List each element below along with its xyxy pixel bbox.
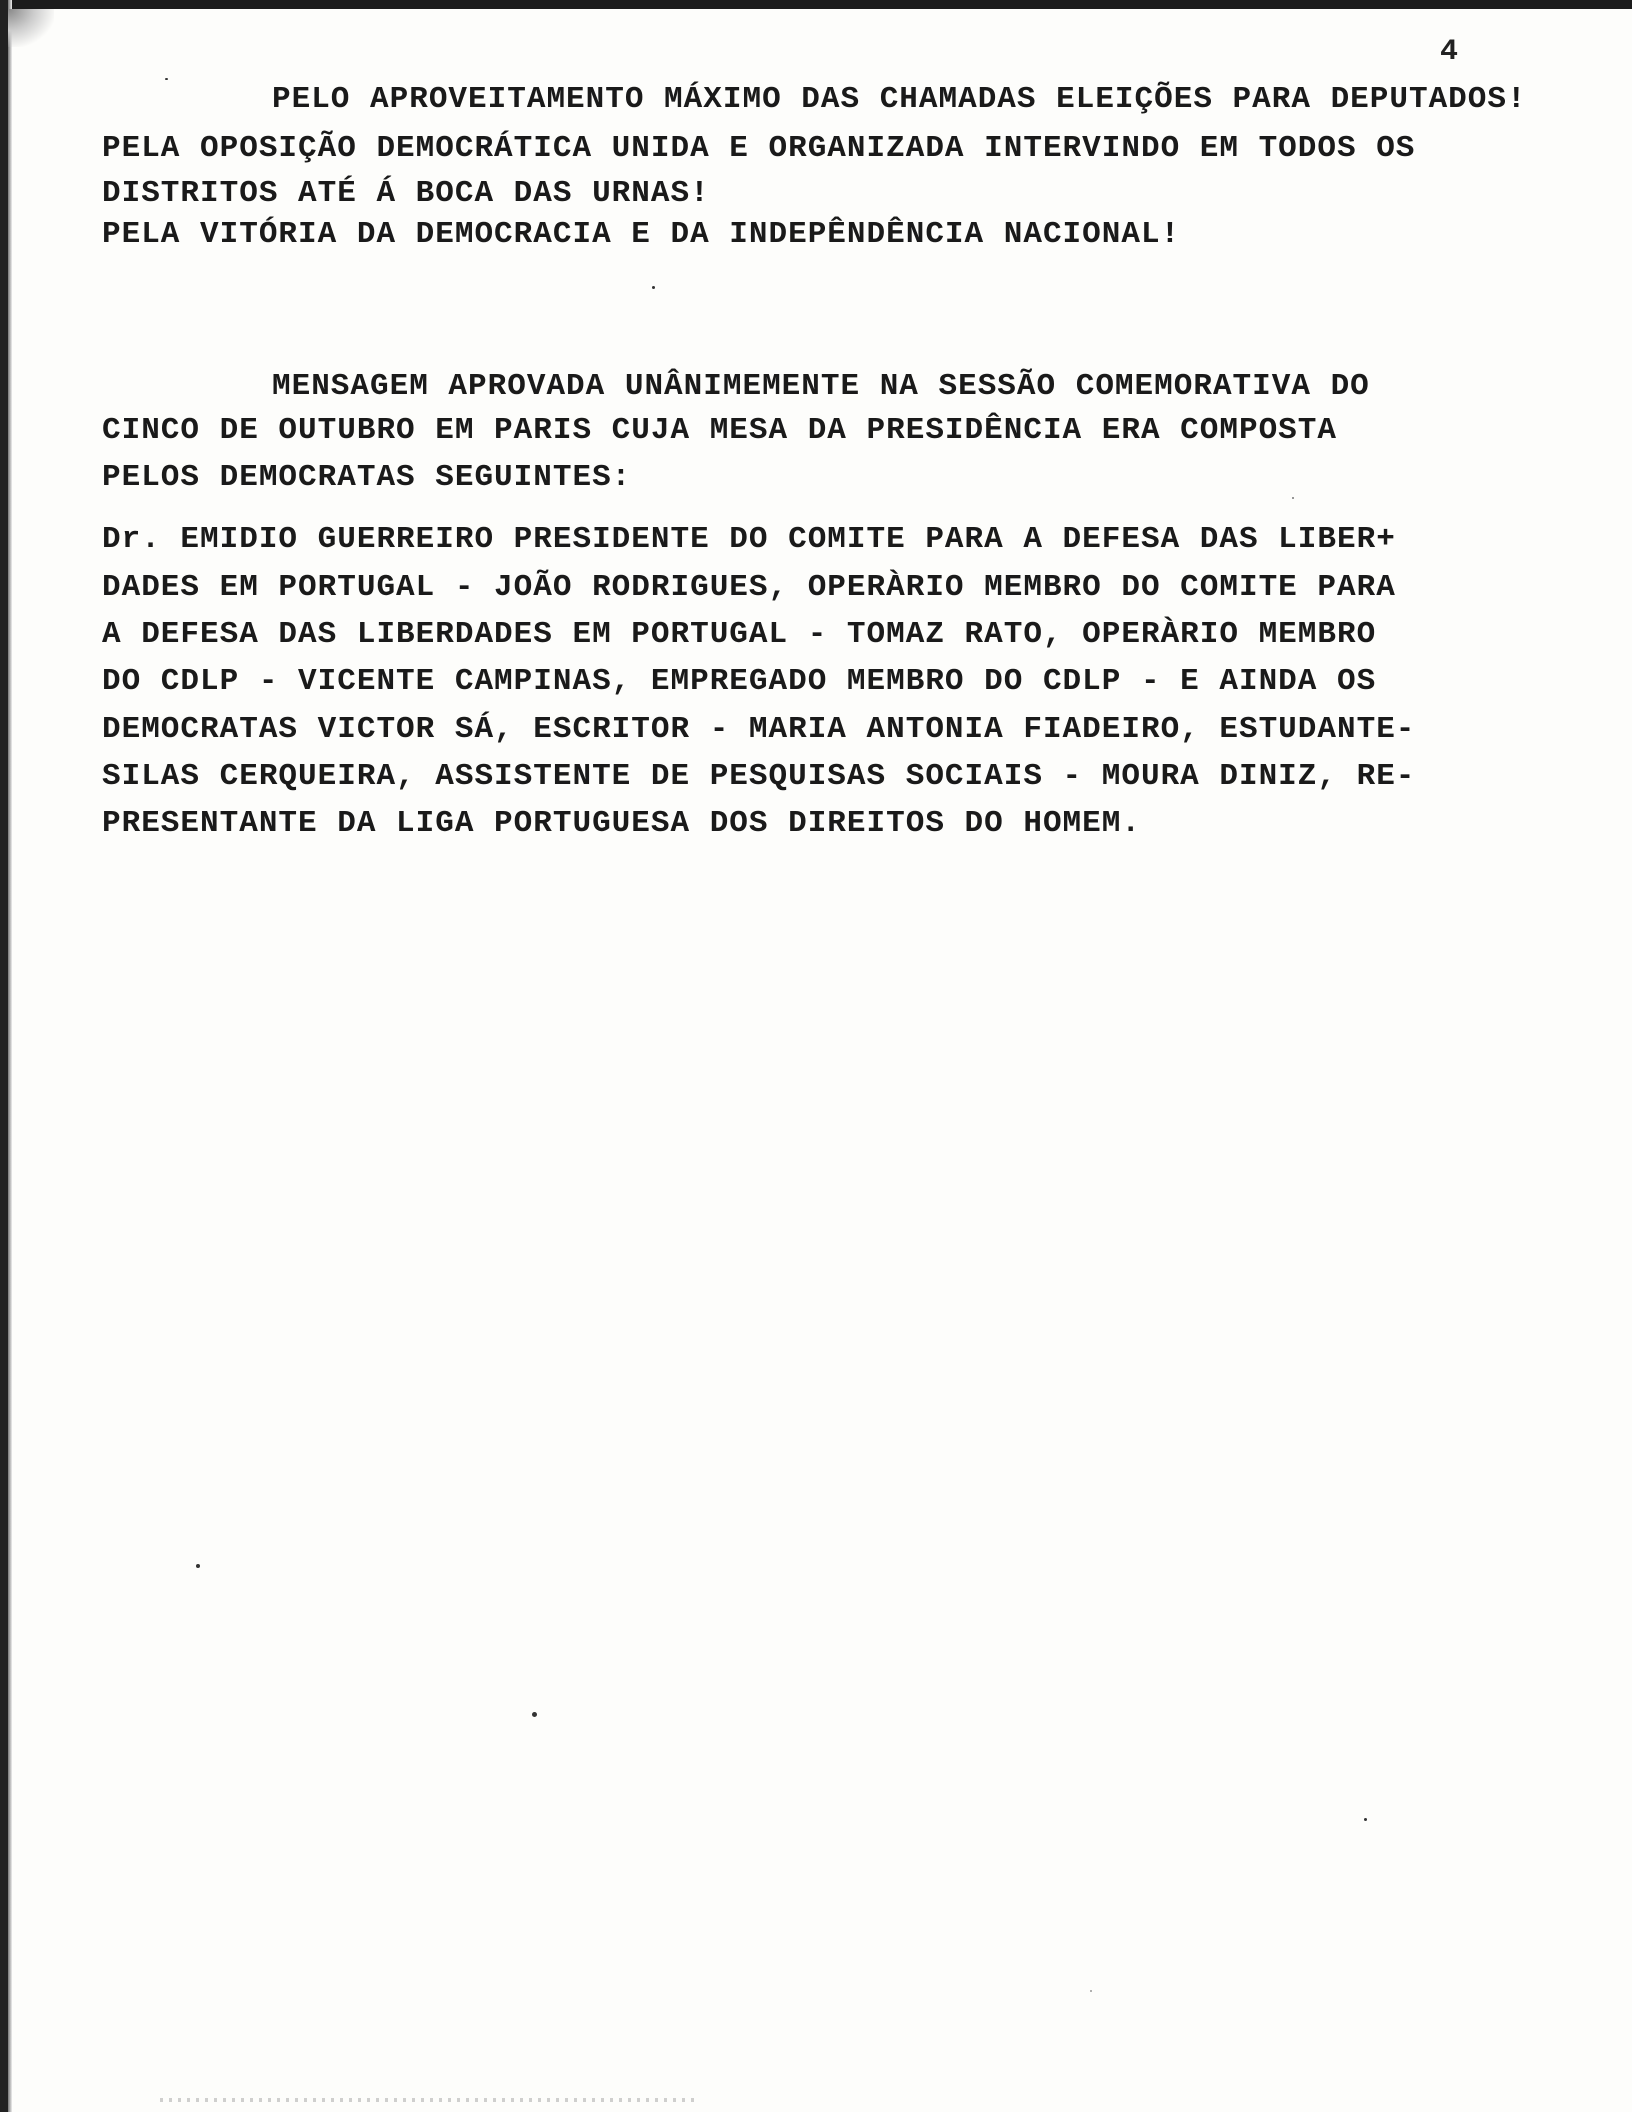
scan-speck bbox=[532, 1712, 537, 1717]
message-line: PRESENTANTE DA LIGA PORTUGUESA DOS DIREITOS DO HOMEM. bbox=[102, 806, 1141, 841]
scan-speck bbox=[1292, 497, 1294, 499]
message-line: SILAS CERQUEIRA, ASSISTENTE DE PESQUISAS SOCIAIS - MOURA DINIZ, RE- bbox=[102, 759, 1416, 794]
message-line: MENSAGEM APROVADA UNÂNIMEMENTE NA SESSÃO COMEMORATIVA DO bbox=[272, 369, 1370, 404]
scan-left-edge bbox=[0, 0, 8, 2112]
message-line: Dr. EMIDIO GUERREIRO PRESIDENTE DO COMITE PARA A DEFESA DAS LIBER+ bbox=[102, 522, 1396, 557]
slogan-line: PELA OPOSIÇÃO DEMOCRÁTICA UNIDA E ORGANIZADA INTERVINDO EM TODOS OS bbox=[102, 131, 1416, 166]
message-line: PELOS DEMOCRATAS SEGUINTES: bbox=[102, 460, 632, 495]
scan-speck bbox=[1364, 1818, 1367, 1821]
message-line: DEMOCRATAS VICTOR SÁ, ESCRITOR - MARIA ANTONIA FIADEIRO, ESTUDANTE- bbox=[102, 712, 1416, 747]
message-line: CINCO DE OUTUBRO EM PARIS CUJA MESA DA PRESIDÊNCIA ERA COMPOSTA bbox=[102, 413, 1337, 448]
scan-left-shadow bbox=[8, 0, 12, 2112]
message-line: DADES EM PORTUGAL - JOÃO RODRIGUES, OPERÀRIO MEMBRO DO COMITE PARA bbox=[102, 570, 1396, 605]
scan-speck bbox=[196, 1564, 200, 1568]
corner-smudge bbox=[8, 9, 54, 47]
slogan-line: PELA VITÓRIA DA DEMOCRACIA E DA INDEPÊNDÊNCIA NACIONAL! bbox=[102, 217, 1181, 252]
slogan-line: PELO APROVEITAMENTO MÁXIMO DAS CHAMADAS ELEIÇÕES PARA DEPUTADOS! bbox=[272, 82, 1527, 117]
scan-speck bbox=[652, 286, 655, 289]
scan-speck bbox=[1090, 1990, 1092, 1992]
message-line: DO CDLP - VICENTE CAMPINAS, EMPREGADO MEMBRO DO CDLP - E AINDA OS bbox=[102, 664, 1377, 699]
scan-top-edge bbox=[0, 0, 1632, 9]
scan-bottom-noise bbox=[160, 2098, 700, 2102]
page-number: 4 bbox=[1440, 35, 1459, 69]
slogan-line: DISTRITOS ATÉ Á BOCA DAS URNAS! bbox=[102, 176, 710, 211]
scan-speck bbox=[165, 78, 168, 80]
message-line: A DEFESA DAS LIBERDADES EM PORTUGAL - TOMAZ RATO, OPERÀRIO MEMBRO bbox=[102, 617, 1377, 652]
